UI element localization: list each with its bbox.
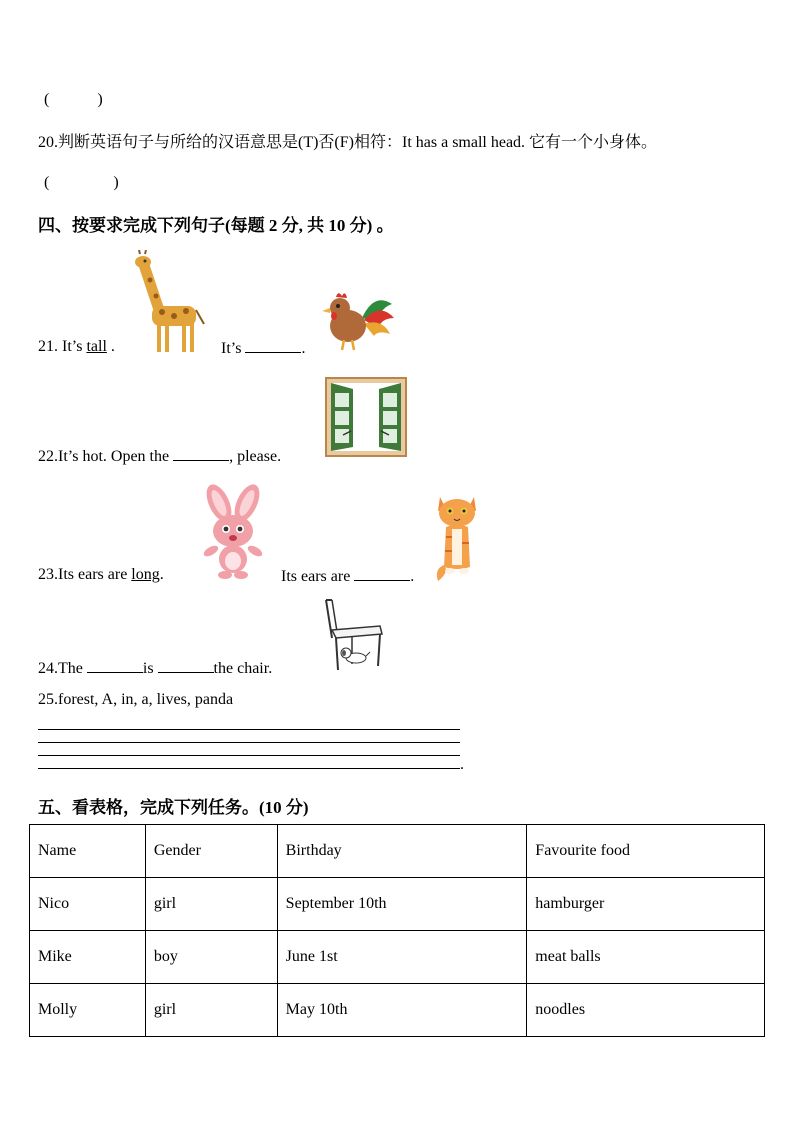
cell-name: Nico xyxy=(30,878,146,931)
q25-answer-line-4[interactable] xyxy=(38,768,460,769)
header-gender: Gender xyxy=(145,825,277,878)
q25-answer-line-1[interactable] xyxy=(38,729,460,730)
cell-favourite-food: hamburger xyxy=(527,878,765,931)
q25-answer-line-2[interactable] xyxy=(38,742,460,743)
cat-image xyxy=(434,491,480,583)
cell-favourite-food: noodles xyxy=(527,984,765,1037)
q21-example-word: tall xyxy=(86,338,107,355)
q21-answer-line: It’s . xyxy=(221,340,306,357)
q23-answer-line: Its ears are . xyxy=(281,568,415,585)
q21-number: 21. xyxy=(38,338,58,355)
q21-part-a: It’s xyxy=(62,338,83,355)
table-row xyxy=(30,984,765,1037)
q24-part-b: is xyxy=(142,660,154,677)
cell-gender: girl xyxy=(145,984,277,1037)
cell-birthday: June 1st xyxy=(277,931,527,984)
q23-example-word: long xyxy=(131,566,160,583)
student-info-table xyxy=(29,824,765,1037)
section-5-title: 五、看表格，完成下列任务。(10 分) xyxy=(38,798,309,817)
q22-part-b: , please. xyxy=(229,448,282,465)
q25-answer-line-3[interactable] xyxy=(38,755,460,756)
table-row xyxy=(30,878,765,931)
section-4-title: 四、按要求完成下列句子(每题 2 分, 共 10 分) 。 xyxy=(38,216,394,235)
cell-birthday: May 10th xyxy=(277,984,527,1037)
giraffe-image xyxy=(130,250,210,354)
header-birthday: Birthday xyxy=(277,825,527,878)
window-image xyxy=(325,377,407,457)
chair-with-dog-image xyxy=(322,598,384,672)
cell-birthday: September 10th xyxy=(277,878,527,931)
q25-period: . xyxy=(460,756,464,773)
cell-gender: girl xyxy=(145,878,277,931)
cell-name: Mike xyxy=(30,931,146,984)
cell-name: Molly xyxy=(30,984,146,1037)
q20-answer-paren: ( ) xyxy=(44,174,119,191)
q24-part-c: the chair. xyxy=(213,660,273,677)
q24-blank-2[interactable] xyxy=(158,658,214,673)
q24-blank-1[interactable] xyxy=(87,658,143,673)
q19-answer-paren: ( ) xyxy=(44,91,103,108)
q23-part-a: 23.Its ears are xyxy=(38,566,128,583)
q24-sentence xyxy=(38,658,272,678)
header-name: Name xyxy=(30,825,146,878)
rooster-image xyxy=(318,288,396,354)
q23-part-b: Its ears are xyxy=(281,568,351,585)
cell-gender: boy xyxy=(145,931,277,984)
q22-sentence xyxy=(38,446,281,466)
q24-part-a: 24.The xyxy=(38,660,83,677)
q21-part-b: It’s xyxy=(221,340,242,357)
table-header-row xyxy=(30,825,765,878)
q20-question: 20.判断英语句子与所给的汉语意思是(T)否(F)相符：It has a small head. 它有一个小身体。 xyxy=(38,134,658,151)
rabbit-image xyxy=(191,481,275,581)
header-favourite-food: Favourite food xyxy=(527,825,765,878)
cell-favourite-food: meat balls xyxy=(527,931,765,984)
q21-blank[interactable] xyxy=(245,338,301,353)
table-row xyxy=(30,931,765,984)
q23-blank[interactable] xyxy=(354,566,410,581)
q22-part-a: 22.It’s hot. Open the xyxy=(38,448,170,465)
q21-sentence: 21. It’s tall . xyxy=(38,338,115,355)
q23-sentence: 23.Its ears are long. xyxy=(38,566,164,583)
q22-blank[interactable] xyxy=(173,446,229,461)
q25-prompt: 25.forest, A, in, a, lives, panda xyxy=(38,691,234,708)
